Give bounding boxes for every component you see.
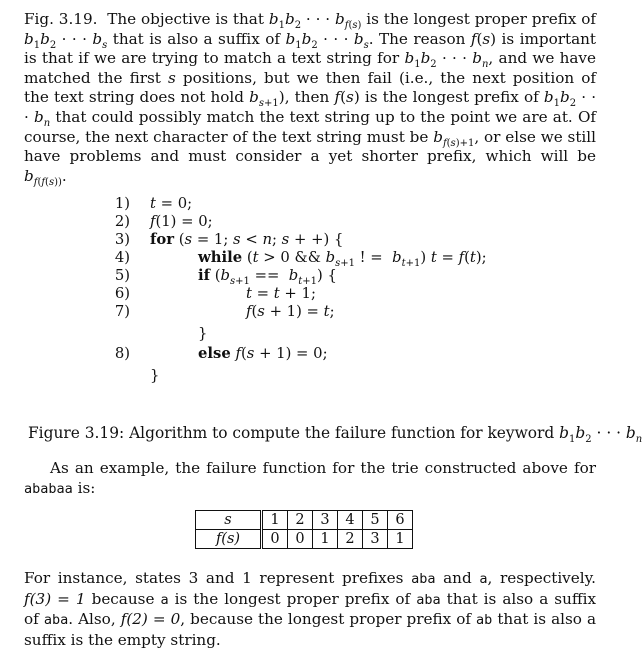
code-line: t = t + 1;	[246, 285, 316, 302]
table-cell: 2	[288, 511, 313, 530]
line-number: 4)	[114, 249, 130, 266]
table-cell: 1	[313, 530, 338, 549]
failure-function-table	[195, 510, 413, 549]
line-number: 1)	[114, 195, 130, 212]
table-cell: 2	[338, 530, 363, 549]
code-line: f(s + 1) = t;	[246, 303, 335, 320]
line-number: 8)	[114, 345, 130, 362]
table-cell: 1	[262, 511, 288, 530]
table-cell: 6	[388, 511, 413, 530]
explanation-paragraph: For instance, states 3 and 1 represent prefixes aba and a, respectively. f(3) = 1 because a is the longest proper prefix of aba that is also a suffix of aba. Also, f(2) = 0, because the longest proper prefix of ab that is also a suffix is the empty string.	[24, 569, 597, 649]
line-number: 3)	[114, 231, 130, 248]
close-brace: }	[198, 325, 208, 342]
line-number: 7)	[114, 303, 130, 320]
code-line: for (s = 1; s < n; s + +) {	[150, 231, 344, 248]
code-line: while (t > 0 && $b_{s+1}$ ! = $b_{t+1}$) t = f(t);	[198, 249, 487, 269]
figure-caption: Figure 3.19: Algorithm to compute the failure function for keyword $b_1b_2$ · · · $b_n$	[28, 424, 642, 446]
table-cell: 3	[363, 530, 388, 549]
table-cell: 4	[338, 511, 363, 530]
code-line: t = 0;	[150, 195, 193, 212]
algorithm-listing	[0, 195, 623, 395]
table-header-cell: s	[196, 511, 262, 530]
code-line: f(1) = 0;	[150, 213, 213, 230]
table-cell: 1	[388, 530, 413, 549]
table-header-cell: f(s)	[196, 530, 262, 549]
line-number: 2)	[114, 213, 130, 230]
line-number: 6)	[114, 285, 130, 302]
table-row	[196, 530, 413, 549]
code-line: else f(s + 1) = 0;	[198, 345, 328, 362]
code-line: if $(b_{s+1} == b_{t+1})$ {	[198, 267, 337, 287]
example-paragraph: As an example, the failure function for the trie constructed above for ababaa is:	[24, 459, 596, 497]
intro-paragraph: Fig. 3.19. The objective is that $b_1b_2$ · · · $b_{f(s)}$ is the longest proper prefix of $b_1b_2$ · · · $b_s$ that is also a suffix of $b_1b_2$ · · · $b_s$. The reason f(s) is important is that if we are trying to match a text string for $b_1b_2$ · · · $b_n$, and we have matched the first s positions, but we then fail (i.e., the next position of the text string does not hold $b_{s+1}$), then f(s) is the longest prefix of $b_1b_2$ · · · $b_n$ that could possibly match the text string up to the point we are at. Of course, the next character of the text string must be $b_{f(s)+1}$, or else we still have problems and must consider a yet shorter prefix, which will be $b_{f(f(s))}$.	[24, 10, 597, 188]
table-cell: 5	[363, 511, 388, 530]
close-brace: }	[150, 367, 160, 384]
table-cell: 0	[262, 530, 288, 549]
table-cell: 0	[288, 530, 313, 549]
line-number: 5)	[114, 267, 130, 284]
table-cell: 3	[313, 511, 338, 530]
table-row	[196, 511, 413, 530]
